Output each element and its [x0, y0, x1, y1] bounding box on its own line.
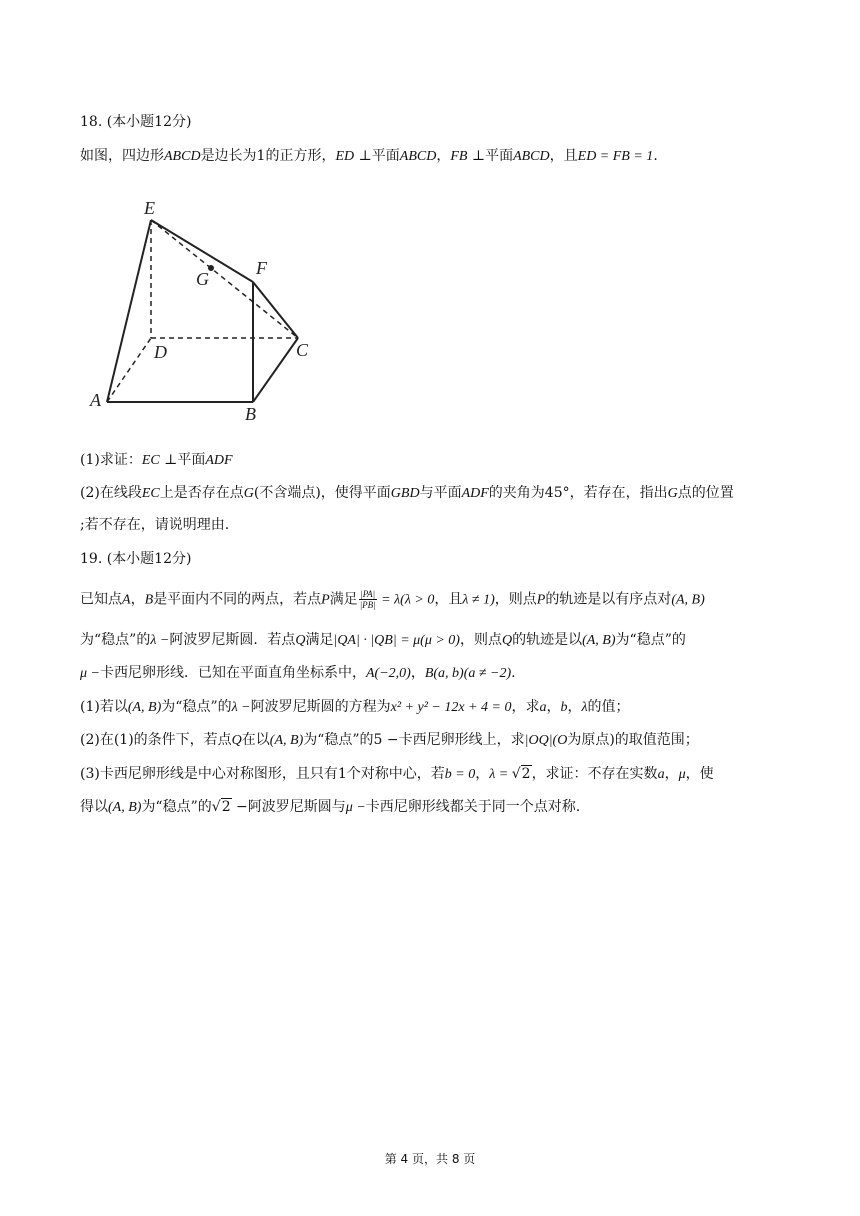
edge-AD — [107, 338, 151, 402]
edge-BC — [253, 338, 298, 402]
label-E: E — [144, 198, 155, 218]
q19-part3-line1: (3)卡西尼卵形线是中心对称图形，且只有1个对称中心，若b = 0，λ = √2，求证：不存在实数a，μ，使 — [80, 766, 714, 782]
label-D: D — [154, 342, 167, 362]
label-A: A — [90, 390, 101, 410]
edge-EC — [151, 220, 298, 338]
page-footer: 第 4 页，共 8 页 — [384, 1152, 476, 1166]
label-F: F — [256, 258, 267, 278]
q18-part2-line2: ;若不存在，请说明理由. — [80, 517, 230, 533]
label-B: B — [245, 404, 256, 424]
label-G: G — [196, 269, 209, 289]
sqrt-2: 2 — [521, 766, 531, 782]
q19-part1: (1)若以(A, B)为“稳点”的λ −阿波罗尼斯圆的方程为x² + y² − 12x + 4 = 0，求a，b，λ的值； — [80, 699, 630, 715]
fraction-PA-PB: $\frac{|PA|}{|PB|}$ — [359, 589, 376, 610]
q19-part2: (2)在(1)的条件下，若点Q在以(A, B)为“稳点”的5 −卡西尼卵形线上，求|OQ|(O为原点)的取值范围； — [80, 732, 699, 748]
sqrt-2-b: 2 — [221, 799, 231, 815]
q18-header: 18. (本小题12分) — [80, 114, 192, 130]
q18-stem: 如图，四边形ABCD是边长为1的正方形，ED ⊥平面ABCD，FB ⊥平面ABCD，且ED = FB = 1. — [80, 148, 658, 164]
geometry-figure — [86, 192, 326, 432]
q18-part2-line1: (2)在线段EC上是否存在点G(不含端点)，使得平面GBD与平面ADF的夹角为45°，若存在，指出G点的位置 — [80, 485, 734, 501]
q19-header: 19. (本小题12分) — [80, 551, 192, 567]
q18-part1: (1)求证：EC ⊥平面ADF — [80, 452, 233, 468]
label-C: C — [296, 340, 309, 360]
edge-EA — [107, 220, 151, 402]
q19-line2: 为“稳点”的λ −阿波罗尼斯圆．若点Q满足|QA| · |QB| = μ(μ > 0)，则点Q的轨迹是以(A, B)为“稳点”的 — [80, 632, 686, 648]
edge-FC — [253, 282, 298, 338]
q19-line1: 已知点A，B是平面内不同的两点，若点P满足 $\frac{|PA|}{|PB|}$ = λ(λ > 0，且λ ≠ 1)，则点P的轨迹是以有序点对(A, B) — [80, 589, 705, 610]
q19-line3: μ −卡西尼卵形线．已知在平面直角坐标系中，A(−2,0)，B(a, b)(a ≠ −2). — [80, 665, 516, 681]
q19-part3-line2: 得以(A, B)为“稳点”的√2 −阿波罗尼斯圆与μ −卡西尼卵形线都关于同一个点对称. — [80, 799, 581, 815]
